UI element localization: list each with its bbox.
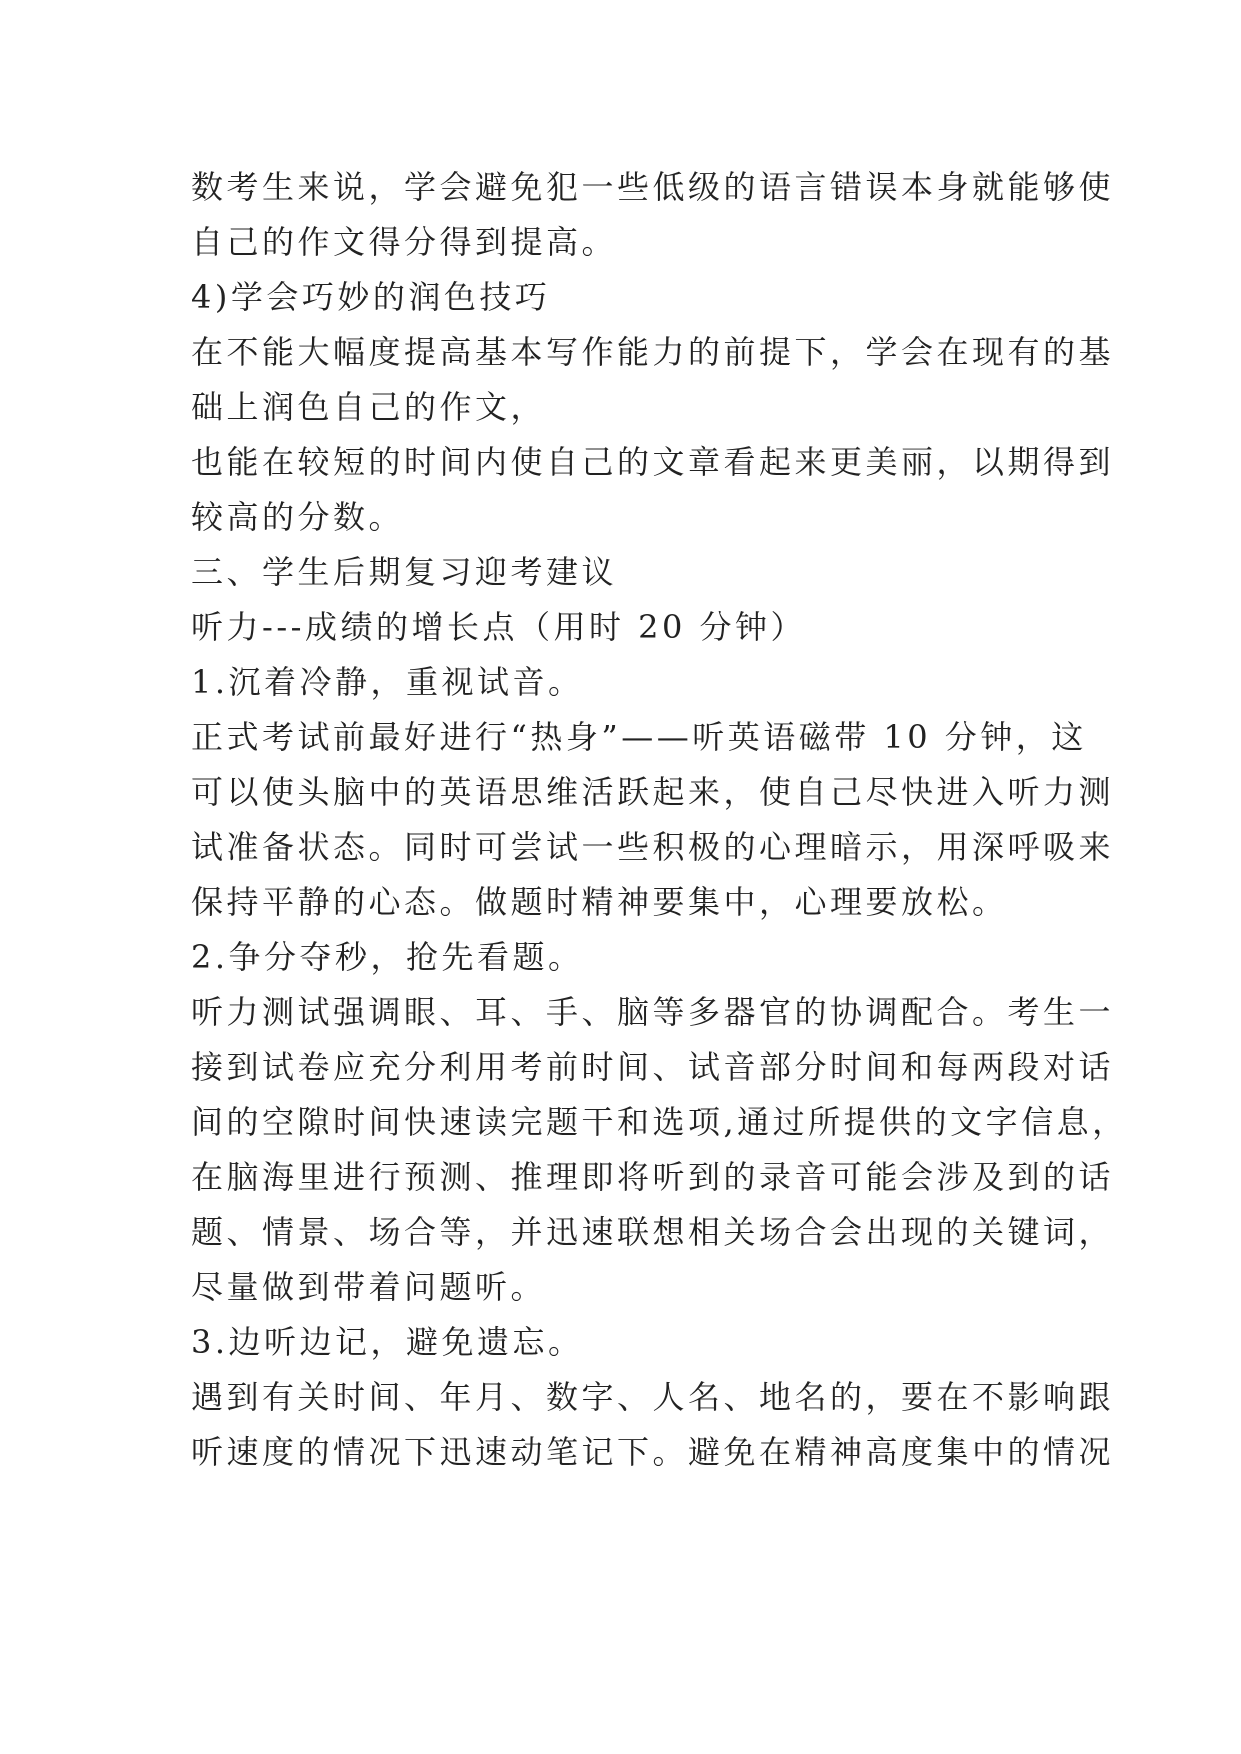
section-heading: 三、学生后期复习迎考建议 — [191, 553, 618, 591]
text-line: 也能在较短的时间内使自己的文章看起来更美丽，以期得到 — [191, 443, 1115, 481]
text-line: 础上润色自己的作文， — [191, 388, 547, 426]
text-line: 正式考试前最好进行“热身”——听英语磁带 10 分钟，这 — [191, 718, 1087, 756]
text-line: 在脑海里进行预测、推理即将听到的录音可能会涉及到的话 — [191, 1158, 1115, 1196]
section-heading: 4)学会巧妙的润色技巧 — [191, 278, 551, 316]
text-line: 尽量做到带着问题听。 — [191, 1268, 547, 1306]
text-line: 间的空隙时间快速读完题干和选项,通过所提供的文字信息， — [191, 1103, 1128, 1141]
section-heading: 1.沉着冷静，重视试音。 — [191, 663, 584, 701]
text-line: 数考生来说，学会避免犯一些低级的语言错误本身就能够使 — [191, 168, 1115, 206]
section-heading: 听力---成绩的增长点（用时 20 分钟） — [191, 608, 807, 646]
text-line: 可以使头脑中的英语思维活跃起来，使自己尽快进入听力测 — [191, 773, 1115, 811]
text-line: 自己的作文得分得到提高。 — [191, 223, 618, 261]
text-line: 较高的分数。 — [191, 498, 405, 536]
section-heading: 2.争分夺秒，抢先看题。 — [191, 938, 584, 976]
text-line: 在不能大幅度提高基本写作能力的前提下，学会在现有的基 — [191, 333, 1115, 371]
text-line: 试准备状态。同时可尝试一些积极的心理暗示，用深呼吸来 — [191, 828, 1115, 866]
text-line: 遇到有关时间、年月、数字、人名、地名的，要在不影响跟 — [191, 1378, 1115, 1416]
text-line: 接到试卷应充分利用考前时间、试音部分时间和每两段对话 — [191, 1048, 1115, 1086]
text-line: 保持平静的心态。做题时精神要集中，心理要放松。 — [191, 883, 1008, 921]
text-line: 听力测试强调眼、耳、手、脑等多器官的协调配合。考生一 — [191, 993, 1115, 1031]
text-line: 听速度的情况下迅速动笔记下。避免在精神高度集中的情况 — [191, 1433, 1115, 1471]
section-heading: 3.边听边记，避免遗忘。 — [191, 1323, 584, 1361]
body-text — [191, 160, 1128, 1480]
text-line: 题、情景、场合等，并迅速联想相关场合会出现的关键词， — [191, 1213, 1115, 1251]
